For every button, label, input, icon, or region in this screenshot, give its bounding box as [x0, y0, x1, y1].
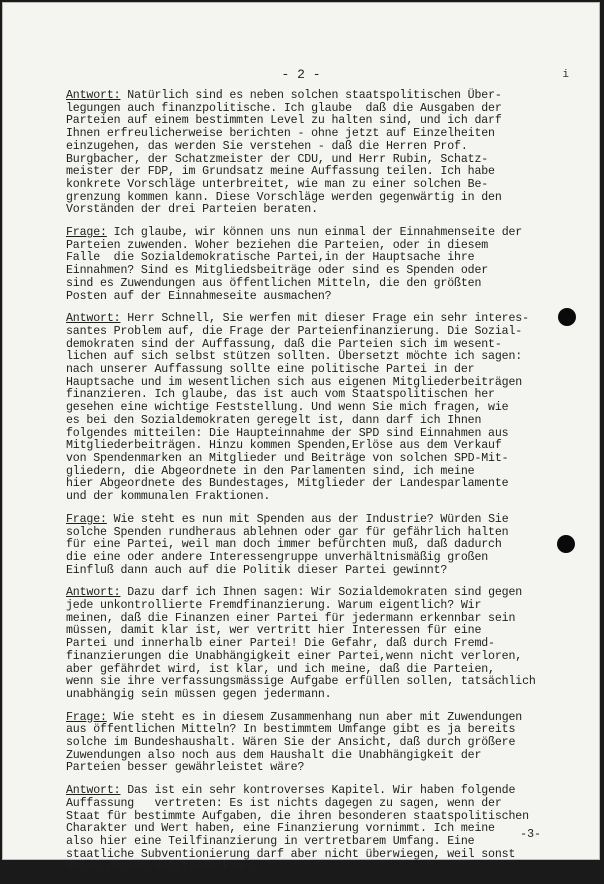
line-text: lichen auf sich selbst stützen sollten. Übersetzt möchte ich sagen:: [66, 350, 523, 364]
line-text: Herr Schnell, Sie werfen mit dieser Frage ein sehr interes-: [120, 312, 529, 326]
line-text: solche Spenden rundheraus ablehnen oder gar für gefährlich halten: [66, 525, 509, 539]
margin-mark: i: [562, 69, 569, 81]
line-text: Auffassung vertreten: Es ist nichts dagegen zu sagen, wenn der: [66, 796, 502, 810]
line-text: Parteien besser gewährleistet wäre?: [66, 761, 305, 775]
line-text: gliedern, die Abgeordnete in den Parlamenten sind, ich meine: [66, 464, 475, 478]
line-text: jede unkontrollierte Fremdfinanzierung. Warum eigentlich? Wir: [66, 599, 482, 613]
text-line: [66, 565, 586, 578]
interview-paragraph: [66, 785, 586, 874]
line-text: Hauptsache und im wesentlichen sich aus eigenen Mitgliederbeiträgen: [66, 375, 523, 389]
line-text: Falle die Sozialdemokratische Partei,in der Hauptsache ihre: [66, 251, 475, 265]
line-text: Ihnen erfreulicherweise berichten - ohne jetzt auf Einzelheiten: [66, 127, 495, 141]
interview-paragraph: [66, 313, 586, 504]
line-text: Einnahmen? Sind es Mitgliedsbeiträge oder sind es Spenden oder: [66, 264, 489, 278]
text-line: [66, 689, 586, 702]
line-text: nach unserer Auffassung sollte eine politische Partei in der: [66, 363, 475, 377]
line-text: Staat für bestimmte Aufgaben, die ihren besonderen staatspolitischen: [66, 809, 529, 823]
punch-hole-bottom: [557, 535, 575, 553]
line-text: grenzung kommen kann. Diese Vorschläge werden gegenwärtig in den: [66, 190, 502, 204]
line-text: Parteien auf einem bestimmten Level zu halten sind, und ich darf: [66, 114, 502, 128]
line-text: Ich glaube, wir können uns nun einmal der Einnahmenseite der: [106, 226, 523, 240]
line-text: demokraten sind der Auffassung, daß die Parteien sich im wesent-: [66, 337, 502, 351]
line-text: Vorständen der drei Parteien beraten.: [66, 203, 318, 217]
speaker-label: Frage:: [66, 226, 107, 240]
speaker-label: Frage:: [66, 512, 107, 526]
punch-hole-top: [558, 308, 576, 326]
line-text: konkrete Vorschläge unterbreitet, wie man zu einer solchen Be-: [66, 177, 489, 191]
interview-paragraph: [66, 712, 586, 776]
line-text: übles daraus entstehen kann.: [66, 860, 257, 874]
interview-paragraph: [66, 587, 586, 701]
line-text: es bei den Sozialdemokraten geregelt ist, dann darf ich Ihnen: [66, 413, 482, 427]
line-text: Burgbacher, der Schatzmeister der CDU, und Herr Rubin, Schatz-: [66, 152, 489, 166]
line-text: Parteien zuwenden. Woher beziehen die Parteien, oder in diesem: [66, 238, 489, 252]
line-text: also hier eine Teilfinanzierung in vertretbarem Umfang. Eine: [66, 834, 475, 848]
text-line: [66, 491, 586, 504]
text-line: [66, 762, 586, 775]
line-text: für eine Partei, weil man doch immer befürchten muß, daß dadurch: [66, 538, 502, 552]
line-text: santes Problem auf, die Frage der Parteienfinanzierung. Die Sozial-: [66, 324, 523, 338]
interview-paragraph: [66, 90, 586, 217]
line-text: von Spendenmarken an Mitglieder und Beiträge von solchen SPD-Mit-: [66, 451, 509, 465]
line-text: Das ist ein sehr kontroverses Kapitel. Wir haben folgende: [120, 784, 516, 798]
line-text: Einfluß dann auch auf die Politik dieser Partei gewinnt?: [66, 563, 448, 577]
line-text: die eine oder andere Interessengruppe unverhältnismäßig großen: [66, 550, 489, 564]
interview-paragraph: [66, 514, 586, 578]
speaker-label: Antwort:: [66, 784, 121, 798]
line-text: finanzieren. Ich glaube, das ist auch vom Staatspolitischen her: [66, 388, 495, 402]
document-page: [2, 2, 600, 874]
speaker-label: Antwort:: [66, 89, 121, 102]
document-body: [66, 90, 586, 884]
line-text: legungen auch finanzpolitische. Ich glaube daß die Ausgaben der: [66, 101, 502, 115]
line-text: Posten auf der Einnahmeseite ausmachen?: [66, 289, 332, 303]
text-line: [66, 861, 586, 874]
line-text: unabhängig sein müssen gegen jedermann.: [66, 687, 332, 701]
line-text: finanzierungen die Unabhängigkeit einer Partei,wenn nicht verloren,: [66, 649, 523, 663]
speaker-label: Frage:: [66, 710, 107, 724]
line-text: folgendes mitteilen: Die Haupteinnahme der SPD sind Einnahmen aus: [66, 426, 509, 440]
line-text: Wie steht es nun mit Spenden aus der Industrie? Würden Sie: [106, 512, 509, 526]
line-text: wenn sie ihre verfassungsmässige Aufgabe erfüllen sollen, tatsächlich: [66, 675, 536, 689]
line-text: staatliche Subventionierung darf aber nicht überwiegen, weil sonst: [66, 847, 516, 861]
line-text: müssen, damit klar ist, wer vertritt hier Interessen für eine: [66, 624, 482, 638]
line-text: meister der FDP, im Grundsatz meine Auffassung teilen. Ich habe: [66, 165, 495, 179]
line-text: aus öffentlichen Mitteln? In bestimmtem Umfange gibt es ja bereits: [66, 723, 516, 737]
line-text: einzugehen, das werden Sie verstehen - daß die Herren Prof.: [66, 139, 468, 153]
line-text: Wie steht es in diesem Zusammenhang nun aber mit Zuwendungen: [106, 710, 523, 724]
line-text: Charakter und Wert haben, eine Finanzierung vornimmt. Ich meine: [66, 822, 495, 836]
line-text: Zuwendungen also noch aus dem Haushalt die Unabhängigkeit der: [66, 748, 482, 762]
line-text: meinen, daß die Finanzen einer Partei für jedermann erkennbar sein: [66, 611, 516, 625]
line-text: und der kommunalen Fraktionen.: [66, 490, 271, 504]
interview-paragraph: [66, 227, 586, 303]
text-line: [66, 291, 586, 304]
line-text: aber gefährdet wird, ist klar, und ich meine, daß die Parteien,: [66, 662, 495, 676]
line-text: sind es Zuwendungen aus öffentlichen Mitteln, die den größten: [66, 276, 482, 290]
line-text: Partei und innerhalb einer Partei! Die Gefahr, daß durch Fremd-: [66, 637, 495, 651]
next-page-marker: -3-: [520, 828, 541, 841]
line-text: Natürlich sind es neben solchen staatspolitischen Über-: [120, 89, 502, 102]
page-number: - 2 -: [281, 67, 321, 82]
line-text: solche im Bundeshaushalt. Wären Sie der Ansicht, daß durch größere: [66, 736, 516, 750]
line-text: Mitgliederbeiträgen. Hinzu kommen Spenden,Erlöse aus dem Verkauf: [66, 439, 502, 453]
line-text: hier Abgeordnete des Bundestages, Mitglieder der Landesparlamente: [66, 477, 509, 491]
speaker-label: Antwort:: [66, 312, 121, 326]
text-line: [66, 204, 586, 217]
line-text: gesehen eine wichtige Feststellung. Und wenn Sie mich fragen, wie: [66, 401, 509, 415]
line-text: Dazu darf ich Ihnen sagen: Wir Sozialdemokraten sind gegen: [120, 586, 523, 600]
speaker-label: Antwort:: [66, 586, 121, 600]
